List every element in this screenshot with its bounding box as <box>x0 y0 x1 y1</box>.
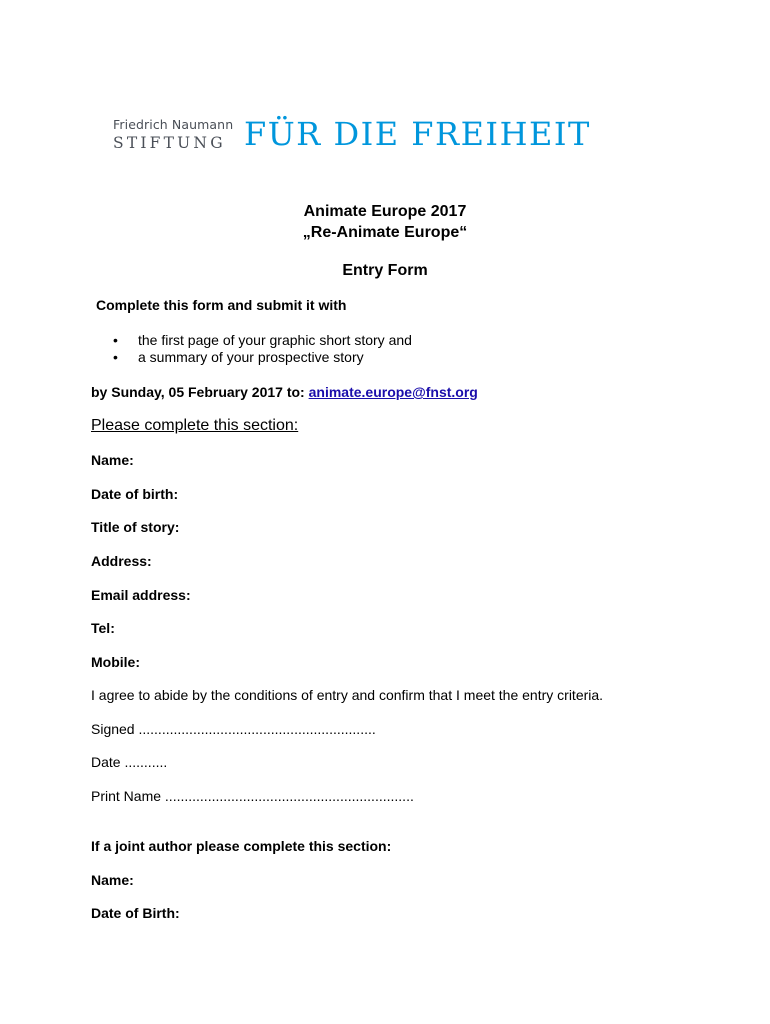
agreement-statement: I agree to abide by the conditions of entry and confirm that I meet the entry criteria. <box>91 687 604 703</box>
form-title: Entry Form <box>342 262 428 279</box>
mobile-field-label: Mobile: <box>91 654 140 670</box>
document-title: Animate Europe 2017 <box>303 203 467 220</box>
tel-field-label: Tel: <box>91 620 115 636</box>
date-line: Date ........... <box>91 754 168 770</box>
address-field-label: Address: <box>91 553 152 569</box>
section-heading: Please complete this section: <box>91 417 299 434</box>
list-item-text: the first page of your graphic short story and <box>138 332 412 348</box>
fnst-logo <box>113 117 658 157</box>
document-subtitle: „Re-Animate Europe“ <box>302 224 468 241</box>
signed-line: Signed ............................................................. <box>91 721 376 737</box>
deadline-text: by Sunday, 05 February 2017 to: <box>91 384 309 400</box>
logo-foundation-line1: Friedrich Naumann <box>113 117 234 132</box>
print-name-line: Print Name ................................................................ <box>91 788 414 804</box>
bullet-icon: • <box>113 349 118 365</box>
email-field-label: Email address: <box>91 587 191 603</box>
joint-dob-field-label: Date of Birth: <box>91 905 180 921</box>
email-link[interactable]: animate.europe@fnst.org <box>308 384 478 400</box>
logo-foundation-line2: STIFTUNG <box>113 134 226 152</box>
story-title-field-label: Title of story: <box>91 519 180 535</box>
instructions-intro: Complete this form and submit it with <box>96 297 347 313</box>
joint-author-heading: If a joint author please complete this section: <box>91 838 392 854</box>
logo-slogan: FÜR DIE FREIHEIT <box>244 115 591 153</box>
joint-name-field-label: Name: <box>91 872 134 888</box>
deadline-line <box>91 384 478 400</box>
list-item-text: a summary of your prospective story <box>138 349 364 365</box>
name-field-label: Name: <box>91 452 134 468</box>
bullet-icon: • <box>113 332 118 348</box>
dob-field-label: Date of birth: <box>91 486 179 502</box>
